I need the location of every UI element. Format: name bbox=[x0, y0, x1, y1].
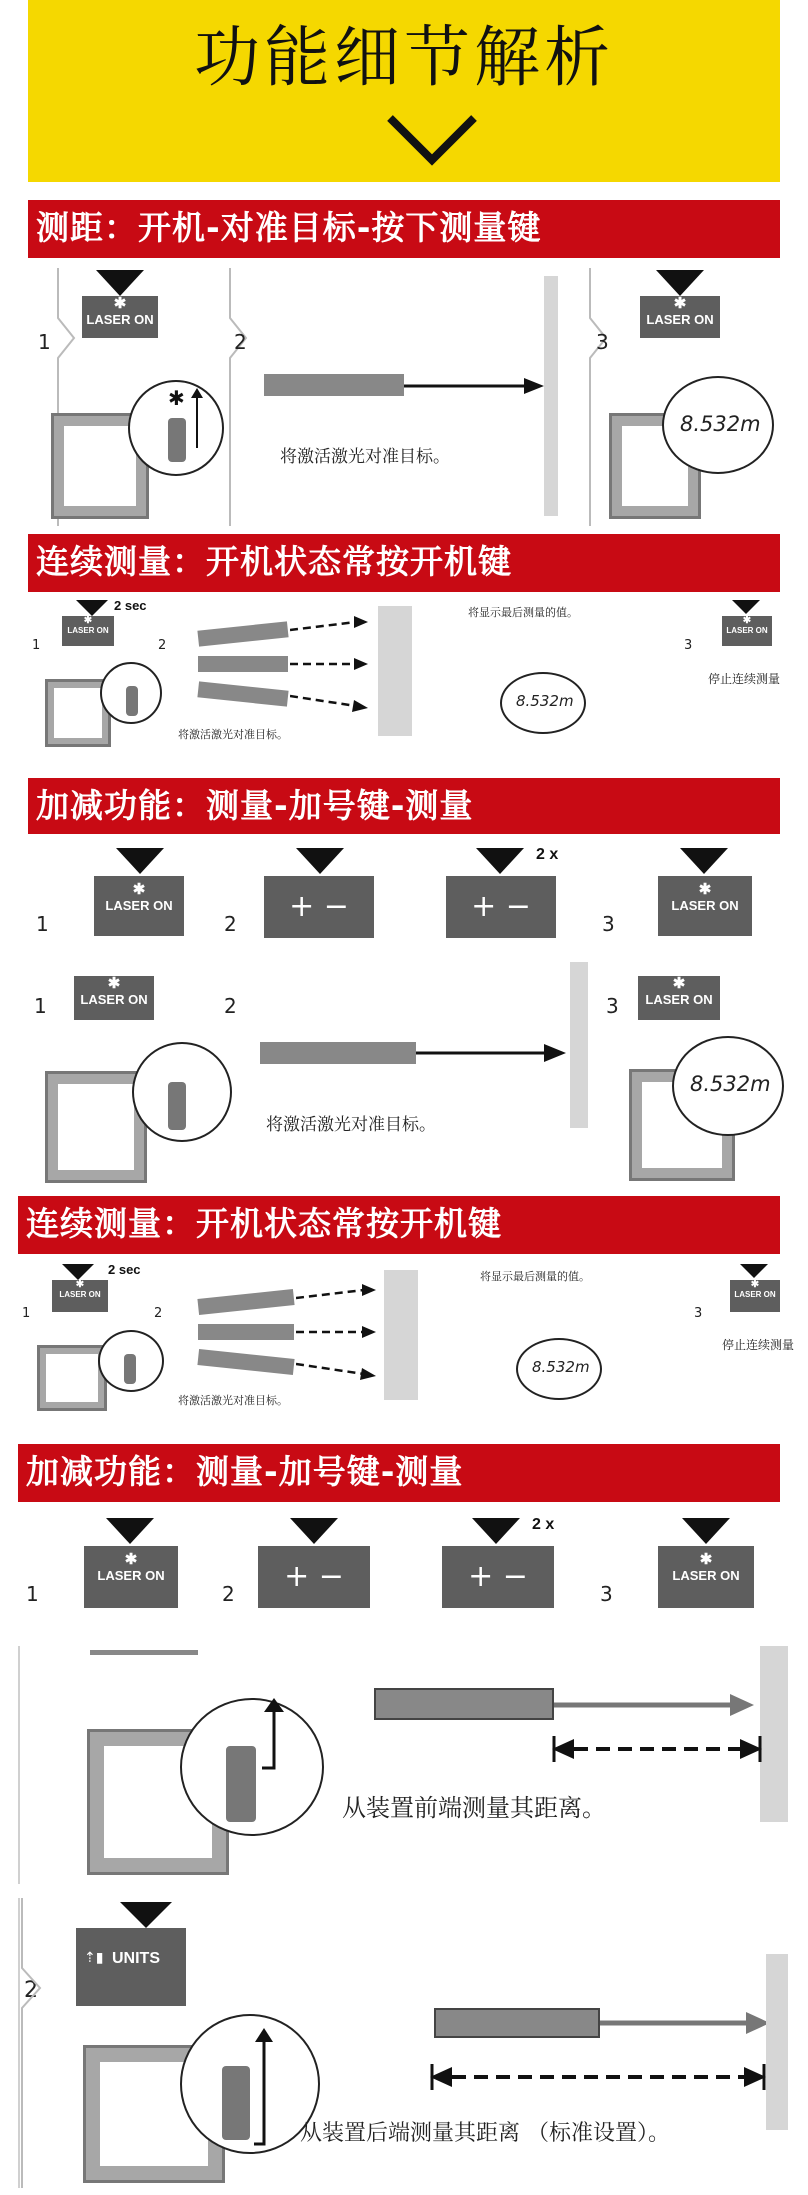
target-frame bbox=[48, 1074, 144, 1180]
laser-star-icon: ✱ bbox=[673, 295, 687, 312]
target-wall bbox=[378, 606, 412, 736]
step-number: 2 bbox=[158, 638, 167, 653]
laser-label: LASER ON bbox=[80, 992, 148, 1007]
laser-device-bar bbox=[434, 2008, 600, 2038]
press-arrow-icon bbox=[62, 1264, 94, 1280]
press-arrow-icon bbox=[680, 848, 728, 874]
laser-device-bar bbox=[264, 374, 404, 396]
press-arrow-icon bbox=[740, 1264, 768, 1278]
target-frame bbox=[48, 682, 108, 744]
laser-device-bar bbox=[197, 1289, 294, 1315]
laser-label: LASER ON bbox=[672, 1568, 740, 1583]
step-number: 1 bbox=[26, 1582, 39, 1606]
laser-on-key bbox=[94, 876, 184, 936]
continuous-panel-2 bbox=[18, 1262, 795, 1412]
section-title-continuous-2: 连续测量：开机状态常按开机键 bbox=[18, 1196, 780, 1254]
hold-duration: 2 sec bbox=[108, 1262, 141, 1277]
target-frame bbox=[40, 1348, 104, 1408]
press-count: 2 x bbox=[536, 846, 559, 863]
units-key bbox=[76, 1928, 186, 2006]
laser-device-bar bbox=[260, 1042, 416, 1064]
laser-on-key bbox=[638, 976, 720, 1020]
distance-reading: 8.532m bbox=[690, 1072, 771, 1096]
plusminus-keys-panel bbox=[28, 846, 780, 952]
step-number: 3 bbox=[684, 638, 693, 653]
step-divider bbox=[20, 1898, 44, 2188]
press-arrow-icon bbox=[682, 1518, 730, 1544]
press-arrow-icon bbox=[732, 600, 760, 614]
rear-reference-panel bbox=[18, 1898, 790, 2188]
target-wall bbox=[766, 1954, 788, 2130]
laser-label: LASER ON bbox=[67, 626, 109, 635]
laser-on-key bbox=[74, 976, 154, 1020]
units-label: UNITS bbox=[112, 1950, 160, 1967]
step-number: 3 bbox=[694, 1306, 703, 1321]
header-banner bbox=[28, 0, 780, 182]
plus-minus-key: + − bbox=[442, 1546, 554, 1608]
measure-span-icon bbox=[430, 2064, 766, 2090]
press-arrow-icon bbox=[472, 1518, 520, 1544]
section-title-plusminus-2: 加减功能：测量-加号键-测量 bbox=[18, 1444, 780, 1502]
press-count: 2 x bbox=[532, 1516, 555, 1533]
chevron-down-icon bbox=[384, 112, 480, 168]
laser-label: LASER ON bbox=[105, 898, 173, 913]
device-icon bbox=[168, 1082, 186, 1130]
step-number: 2 bbox=[224, 994, 237, 1018]
laser-star-icon: ✱ bbox=[742, 615, 752, 626]
press-arrow-icon bbox=[76, 600, 108, 616]
measure-span-icon bbox=[552, 1736, 762, 1762]
step-number: 2 bbox=[24, 1978, 38, 2003]
step-number: 3 bbox=[596, 330, 609, 354]
section-title-distance: 测距：开机-对准目标-按下测量键 bbox=[28, 200, 780, 258]
plusminus-keys-panel-2 bbox=[18, 1516, 780, 1622]
laser-on-key bbox=[84, 1546, 178, 1608]
laser-star-icon: ✱ bbox=[750, 1279, 760, 1290]
press-arrow-icon bbox=[120, 1902, 172, 1928]
laser-star-icon: ✱ bbox=[107, 975, 121, 992]
front-reference-panel bbox=[18, 1646, 790, 1884]
laser-device-bar bbox=[198, 1324, 294, 1340]
laser-on-key bbox=[62, 616, 114, 646]
caption-aim: 将激活激光对准目标。 bbox=[266, 1115, 436, 1135]
target-wall bbox=[570, 962, 588, 1128]
device-icon bbox=[168, 418, 186, 462]
ruler-mark bbox=[90, 1650, 198, 1655]
device-icon bbox=[222, 2066, 250, 2140]
laser-on-key bbox=[640, 296, 720, 338]
laser-beam-arrow-icon bbox=[600, 2010, 770, 2036]
laser-on-key bbox=[730, 1280, 780, 1312]
caption-aim: 将激活激光对准目标。 bbox=[178, 728, 288, 741]
front-reference-caption: 从装置前端测量其距离。 bbox=[342, 1794, 606, 1822]
last-value-note: 将显示最后测量的值。 bbox=[480, 1270, 590, 1283]
hold-duration: 2 sec bbox=[114, 598, 147, 613]
step-number: 2 bbox=[234, 330, 247, 354]
laser-star-icon: ✱ bbox=[113, 295, 127, 312]
target-wall bbox=[760, 1646, 788, 1822]
device-icon bbox=[226, 1746, 256, 1822]
reference-icon: ⇡▮ bbox=[84, 1950, 104, 1966]
laser-on-key bbox=[52, 1280, 108, 1312]
laser-star-icon: ✱ bbox=[75, 1279, 85, 1290]
step-number: 2 bbox=[222, 1582, 235, 1606]
press-arrow-icon bbox=[116, 848, 164, 874]
caption-aim: 将激活激光对准目标。 bbox=[178, 1394, 288, 1407]
laser-beam-arrow-icon bbox=[416, 1040, 566, 1066]
laser-on-key bbox=[658, 876, 752, 936]
arrow-up-icon bbox=[260, 1698, 288, 1770]
target-wall bbox=[384, 1270, 418, 1400]
laser-on-key bbox=[82, 296, 158, 338]
step-number: 3 bbox=[600, 1582, 613, 1606]
press-arrow-icon bbox=[296, 848, 344, 874]
step-number: 3 bbox=[606, 994, 619, 1018]
distance-reading: 8.532m bbox=[532, 1358, 590, 1376]
laser-beam-arrow-icon bbox=[296, 1282, 378, 1382]
laser-on-key bbox=[722, 616, 772, 646]
laser-beam-arrow-icon bbox=[554, 1692, 754, 1718]
arrow-up-icon bbox=[190, 388, 204, 448]
caption-aim: 将激活激光对准目标。 bbox=[280, 447, 450, 467]
device-icon bbox=[126, 686, 138, 716]
device-bubble bbox=[180, 2014, 320, 2154]
laser-star-icon: ✱ bbox=[132, 881, 146, 898]
step-divider bbox=[588, 268, 608, 526]
step-number: 1 bbox=[38, 330, 51, 354]
distance-reading: 8.532m bbox=[516, 692, 574, 710]
plus-minus-key: + − bbox=[446, 876, 556, 938]
arrow-up-icon bbox=[252, 2028, 274, 2146]
section-title-continuous: 连续测量：开机状态常按开机键 bbox=[28, 534, 780, 592]
laser-star-icon: ✱ bbox=[699, 1551, 713, 1568]
rear-reference-caption: 从装置后端测量其距离 （标准设置）。 bbox=[300, 2121, 670, 2146]
laser-label: LASER ON bbox=[59, 1290, 101, 1299]
laser-beam-arrow-icon bbox=[404, 374, 544, 398]
laser-device-bar bbox=[198, 656, 288, 672]
laser-star-icon: ✱ bbox=[124, 1551, 138, 1568]
laser-star-icon: ✱ bbox=[698, 881, 712, 898]
distance-reading: 8.532m bbox=[680, 412, 761, 436]
continuous-panel bbox=[28, 598, 780, 748]
laser-star-icon: ✱ bbox=[672, 975, 686, 992]
press-arrow-icon bbox=[290, 1518, 338, 1544]
laser-label: LASER ON bbox=[671, 898, 739, 913]
last-value-note: 将显示最后测量的值。 bbox=[468, 606, 578, 619]
laser-label: LASER ON bbox=[726, 626, 768, 635]
step-number: 1 bbox=[36, 912, 49, 936]
laser-star-icon: ✱ bbox=[83, 615, 93, 626]
plus-minus-key: + − bbox=[264, 876, 374, 938]
step-number: 1 bbox=[32, 638, 41, 653]
press-arrow-icon bbox=[476, 848, 524, 874]
laser-device-bar bbox=[197, 1349, 294, 1375]
distance-panel bbox=[28, 268, 780, 526]
step-number: 1 bbox=[22, 1306, 31, 1321]
laser-device-bar bbox=[197, 621, 288, 646]
device-icon bbox=[124, 1354, 136, 1384]
laser-device-bar bbox=[374, 1688, 554, 1720]
step-number: 2 bbox=[154, 1306, 163, 1321]
step-number: 1 bbox=[34, 994, 47, 1018]
press-arrow-icon bbox=[106, 1518, 154, 1544]
page-title: 功能细节解析 bbox=[194, 19, 614, 96]
step-divider bbox=[228, 268, 248, 526]
laser-label: LASER ON bbox=[734, 1290, 776, 1299]
section-title-plusminus: 加减功能：测量-加号键-测量 bbox=[28, 778, 780, 834]
stop-continuous-label: 停止连续测量 bbox=[708, 672, 781, 686]
laser-beam-arrow-icon bbox=[290, 614, 370, 714]
laser-on-key bbox=[658, 1546, 754, 1608]
step-number: 3 bbox=[602, 912, 615, 936]
plus-minus-key: + − bbox=[258, 1546, 370, 1608]
plusminus-measure-panel bbox=[28, 962, 780, 1186]
target-wall bbox=[544, 276, 558, 516]
laser-label: LASER ON bbox=[646, 312, 714, 327]
press-arrow-icon bbox=[96, 270, 144, 296]
press-arrow-icon bbox=[656, 270, 704, 296]
laser-label: LASER ON bbox=[645, 992, 713, 1007]
step-number: 2 bbox=[224, 912, 237, 936]
stop-continuous-label: 停止连续测量 bbox=[722, 1338, 795, 1352]
laser-label: LASER ON bbox=[97, 1568, 165, 1583]
laser-star-icon: ✱ bbox=[168, 386, 185, 410]
laser-label: LASER ON bbox=[86, 312, 154, 327]
laser-device-bar bbox=[197, 681, 288, 706]
